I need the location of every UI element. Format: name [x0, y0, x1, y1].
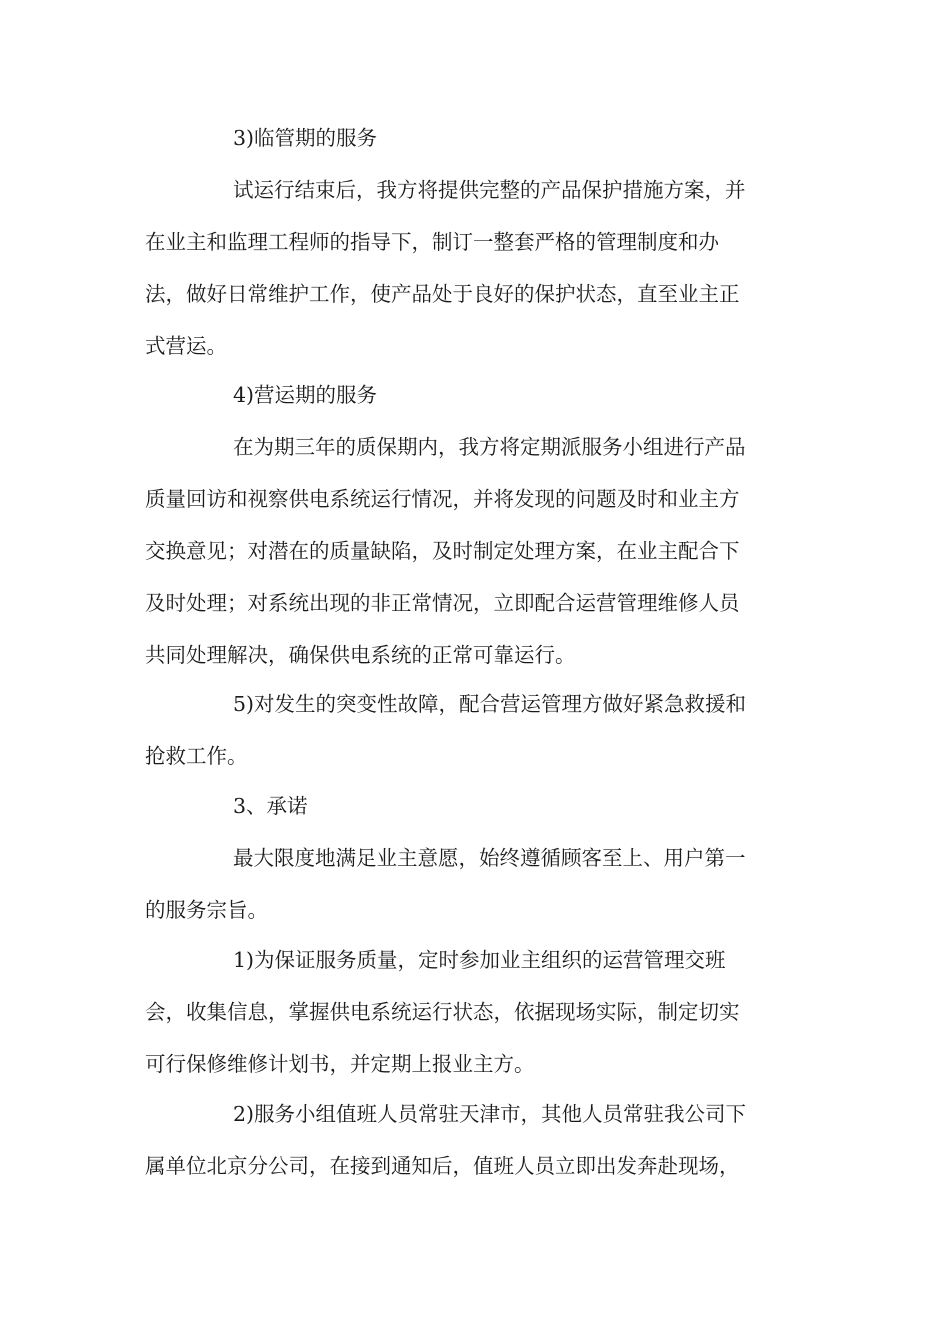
- paragraph-line: 2)服务小组值班人员常驻天津市，其他人员常驻我公司下: [233, 1102, 747, 1126]
- section-heading-commitment: 3、承诺: [233, 794, 308, 818]
- paragraph-line: 在为期三年的质保期内，我方将定期派服务小组进行产品: [233, 435, 746, 459]
- paragraph-line: 5)对发生的突变性故障，配合营运管理方做好紧急救援和: [233, 692, 747, 716]
- paragraph-line: 交换意见；对潜在的质量缺陷，及时制定处理方案，在业主配合下: [145, 539, 740, 563]
- paragraph-line: 共同处理解决，确保供电系统的正常可靠运行。: [145, 643, 576, 667]
- paragraph-line: 在业主和监理工程师的指导下，制订一整套严格的管理制度和办: [145, 230, 719, 254]
- section-heading-operation-period: 4)营运期的服务: [233, 383, 378, 407]
- paragraph-line: 及时处理；对系统出现的非正常情况，立即配合运营管理维修人员: [145, 591, 740, 615]
- paragraph-line: 最大限度地满足业主意愿，始终遵循顾客至上、用户第一: [233, 846, 746, 870]
- paragraph-line: 式营运。: [145, 334, 227, 358]
- paragraph-line: 法，做好日常维护工作，使产品处于良好的保护状态，直至业主正: [145, 282, 740, 306]
- paragraph-line: 可行保修维修计划书，并定期上报业主方。: [145, 1052, 535, 1076]
- paragraph-line: 会，收集信息，掌握供电系统运行状态，依据现场实际，制定切实: [145, 1000, 740, 1024]
- section-heading-supervision-period: 3)临管期的服务: [233, 126, 378, 150]
- paragraph-line: 质量回访和视察供电系统运行情况，并将发现的问题及时和业主方: [145, 487, 740, 511]
- paragraph-line: 的服务宗旨。: [145, 898, 268, 922]
- paragraph-line: 试运行结束后，我方将提供完整的产品保护措施方案，并: [233, 178, 746, 202]
- paragraph-line: 1)为保证服务质量，定时参加业主组织的运营管理交班: [233, 948, 726, 972]
- paragraph-line: 属单位北京分公司，在接到通知后，值班人员立即出发奔赴现场，: [145, 1154, 740, 1178]
- paragraph-line: 抢救工作。: [145, 744, 248, 768]
